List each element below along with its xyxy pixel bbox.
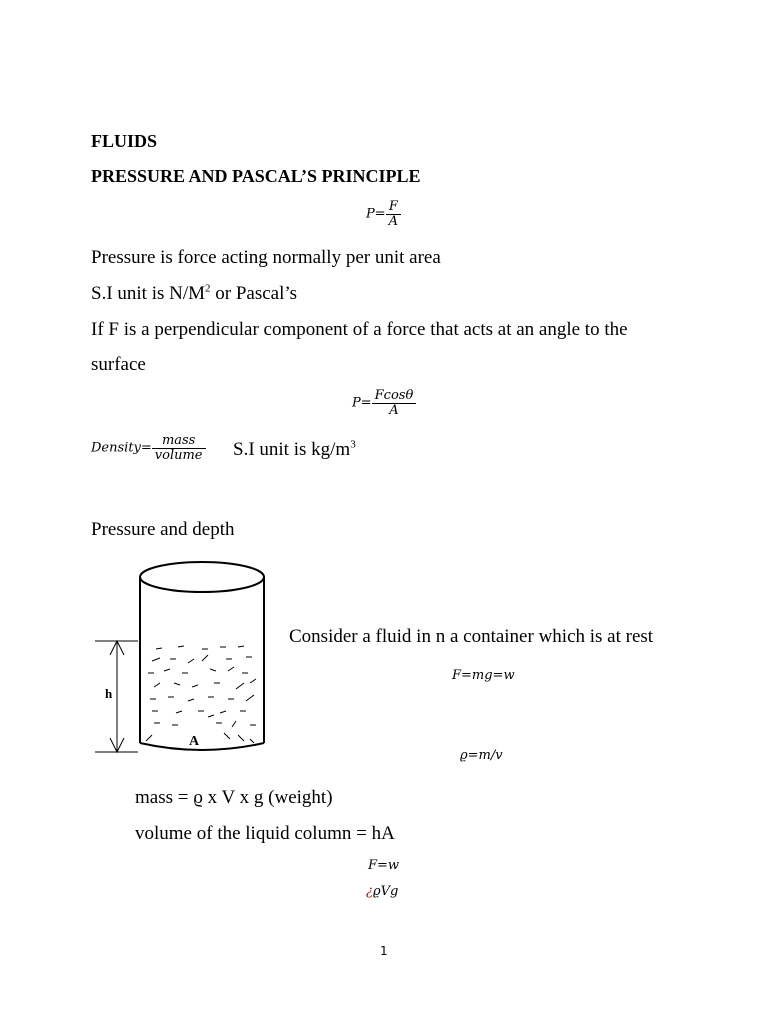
fluid-particles <box>146 646 256 743</box>
page-number: 1 <box>380 944 388 958</box>
equation-density-symbol: ϱ=m/v <box>460 748 503 763</box>
si-unit-density <box>233 439 356 461</box>
perpendicular-line-2: surface <box>91 354 146 375</box>
si-unit-tail: or Pascal’s <box>210 283 298 304</box>
equation-lhs: Density= <box>91 440 152 456</box>
numerator: F <box>386 200 401 215</box>
dimension-h <box>95 641 138 752</box>
denominator: A <box>389 402 399 418</box>
equation-prefix-glyph: ¿ <box>366 884 373 899</box>
denominator: A <box>388 213 399 229</box>
equation-lhs: P= <box>352 395 372 411</box>
denominator: volume <box>154 447 203 463</box>
equation-force-equals-weight: F=w <box>368 858 400 873</box>
si-unit-text: S.I unit is N/M <box>91 283 206 304</box>
numerator: mass <box>152 434 206 449</box>
fraction <box>386 200 401 228</box>
numerator: Fcosθ <box>372 389 417 404</box>
equation-density <box>91 434 206 462</box>
container-diagram <box>90 555 280 765</box>
page-title: FLUIDS <box>91 131 158 151</box>
fraction <box>372 389 417 417</box>
equation-rho-v-g <box>366 884 398 899</box>
section-title-pressure-pascal: PRESSURE AND PASCAL’S PRINCIPLE <box>91 166 421 186</box>
mass-line: mass = ϱ x V x g (weight) <box>135 787 333 808</box>
fraction <box>152 434 206 462</box>
equation-pressure <box>366 200 401 228</box>
si-unit-pressure <box>91 283 297 305</box>
section-title-pressure-depth: Pressure and depth <box>91 519 235 540</box>
perpendicular-line-1: If F is a perpendicular component of a force that acts at an angle to the <box>91 319 628 340</box>
volume-line: volume of the liquid column = hA <box>135 823 395 844</box>
equation-force-weight: F=mg=w <box>452 668 515 683</box>
cylinder <box>140 562 264 750</box>
superscript: 3 <box>350 438 356 451</box>
superscript: 2 <box>205 282 211 295</box>
pressure-definition: Pressure is force acting normally per unit area <box>91 247 441 268</box>
h-label: h <box>105 686 113 701</box>
consider-fluid-text: Consider a fluid in n a container which is at rest <box>289 626 654 647</box>
equation-pressure-angle <box>352 389 416 417</box>
si-unit-text: S.I unit is kg/m <box>233 439 351 460</box>
equation-lhs: P= <box>366 206 386 222</box>
area-label: A <box>189 734 200 749</box>
equation-body: ϱVg <box>372 884 399 899</box>
